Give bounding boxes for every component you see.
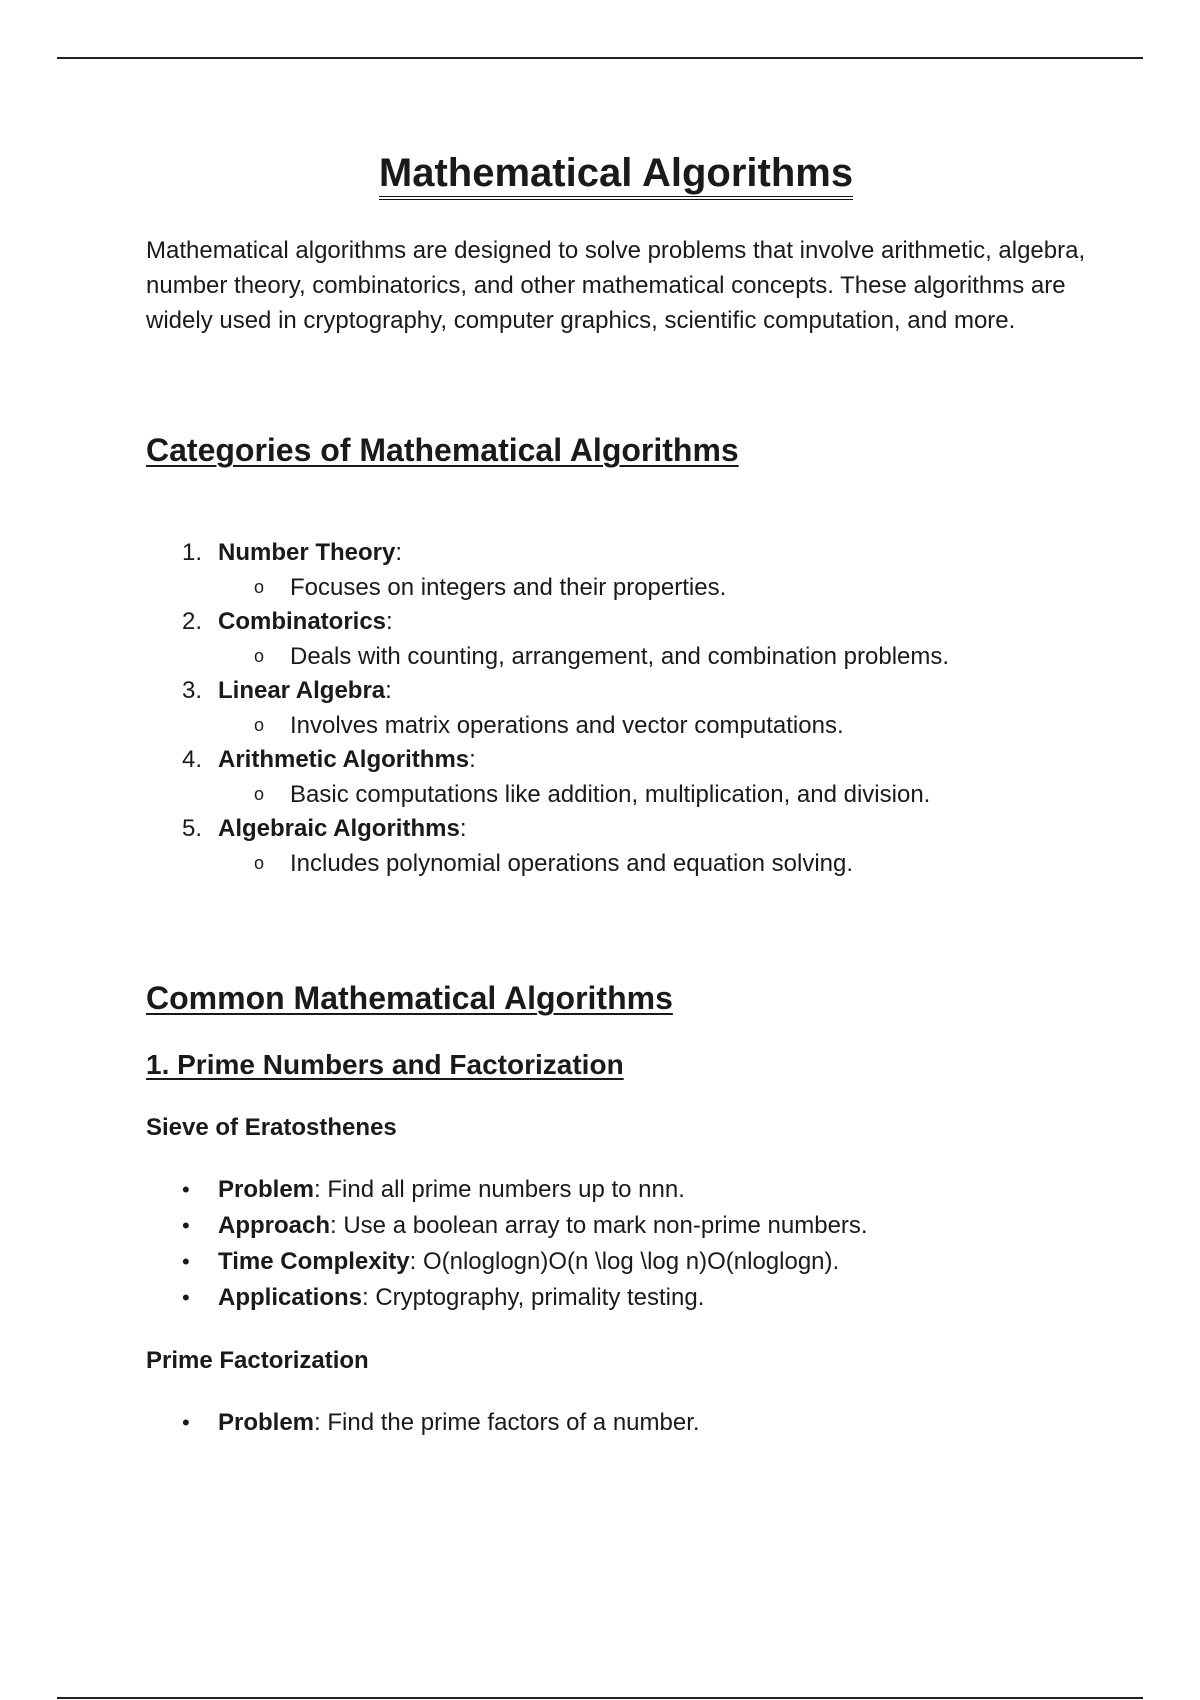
- sub-bullet-icon: o: [254, 853, 265, 873]
- category-description: Deals with counting, arrangement, and combination problems.: [290, 643, 950, 670]
- document-title: Mathematical Algorithms: [146, 145, 1086, 201]
- categories-list: [146, 536, 1086, 881]
- bullet-icon: •: [182, 1249, 190, 1274]
- sub-bullet-icon: o: [254, 715, 265, 735]
- list-number: 5.: [182, 815, 203, 842]
- sieve-bullet-list: [146, 1172, 1086, 1316]
- list-item: • Problem: Find the prime factors of a number.: [146, 1405, 1086, 1441]
- list-item: • Problem: Find all prime numbers up to nnn.: [146, 1172, 1086, 1208]
- list-number: 1.: [182, 539, 203, 566]
- list-item: • Time Complexity: O(nloglogn)O(n \log \log n)O(nloglogn).: [146, 1244, 1086, 1280]
- category-name: Algebraic Algorithms: [218, 815, 460, 842]
- sub-bullet-icon: o: [254, 646, 265, 666]
- header-rule: [57, 57, 1143, 59]
- category-name: Combinatorics: [218, 608, 387, 635]
- category-name: Linear Algebra: [218, 677, 386, 704]
- factorization-bullet-list: [146, 1405, 1086, 1441]
- bullet-icon: •: [182, 1213, 190, 1238]
- bullet-icon: •: [182, 1410, 190, 1435]
- category-description: Focuses on integers and their properties.: [290, 574, 727, 601]
- list-item: • Applications: Cryptography, primality testing.: [146, 1280, 1086, 1316]
- category-item: 4. Arithmetic Algorithms: o Basic computations like addition, multiplication, and division.: [146, 743, 1086, 812]
- category-item: 3. Linear Algebra: o Involves matrix operations and vector computations.: [146, 674, 1086, 743]
- category-item: 5. Algebraic Algorithms: o Includes polynomial operations and equation solving.: [146, 812, 1086, 881]
- category-name: Arithmetic Algorithms: [218, 746, 470, 773]
- intro-paragraph: Mathematical algorithms are designed to solve problems that involve arithmetic, algebra, number theory, combinatorics, and other mathematical concepts. These algorithms are widely used in cryptography, computer graphics, scientific computation, and more.: [146, 237, 1086, 334]
- list-item: • Approach: Use a boolean array to mark non-prime numbers.: [146, 1208, 1086, 1244]
- bullet-icon: •: [182, 1285, 190, 1310]
- category-description: Includes polynomial operations and equation solving.: [290, 850, 854, 877]
- prime-factorization-heading: Prime Factorization: [146, 1347, 369, 1374]
- list-number: 2.: [182, 608, 203, 635]
- category-name: Number Theory: [218, 539, 396, 566]
- common-algorithms-heading: Common Mathematical Algorithms: [146, 980, 673, 1016]
- sub-bullet-icon: o: [254, 784, 265, 804]
- sub-bullet-icon: o: [254, 577, 265, 597]
- category-description: Involves matrix operations and vector computations.: [290, 712, 844, 739]
- category-item: 1. Number Theory: o Focuses on integers and their properties.: [146, 536, 1086, 605]
- bullet-icon: •: [182, 1177, 190, 1202]
- category-description: Basic computations like addition, multiplication, and division.: [290, 781, 931, 808]
- list-number: 3.: [182, 677, 203, 704]
- categories-heading: Categories of Mathematical Algorithms: [146, 432, 739, 468]
- list-number: 4.: [182, 746, 203, 773]
- sieve-heading: Sieve of Eratosthenes: [146, 1114, 397, 1141]
- category-item: 2. Combinatorics: o Deals with counting, arrangement, and combination problems.: [146, 605, 1086, 674]
- footer-rule: [57, 1697, 1143, 1699]
- prime-section-heading: 1. Prime Numbers and Factorization: [146, 1049, 624, 1080]
